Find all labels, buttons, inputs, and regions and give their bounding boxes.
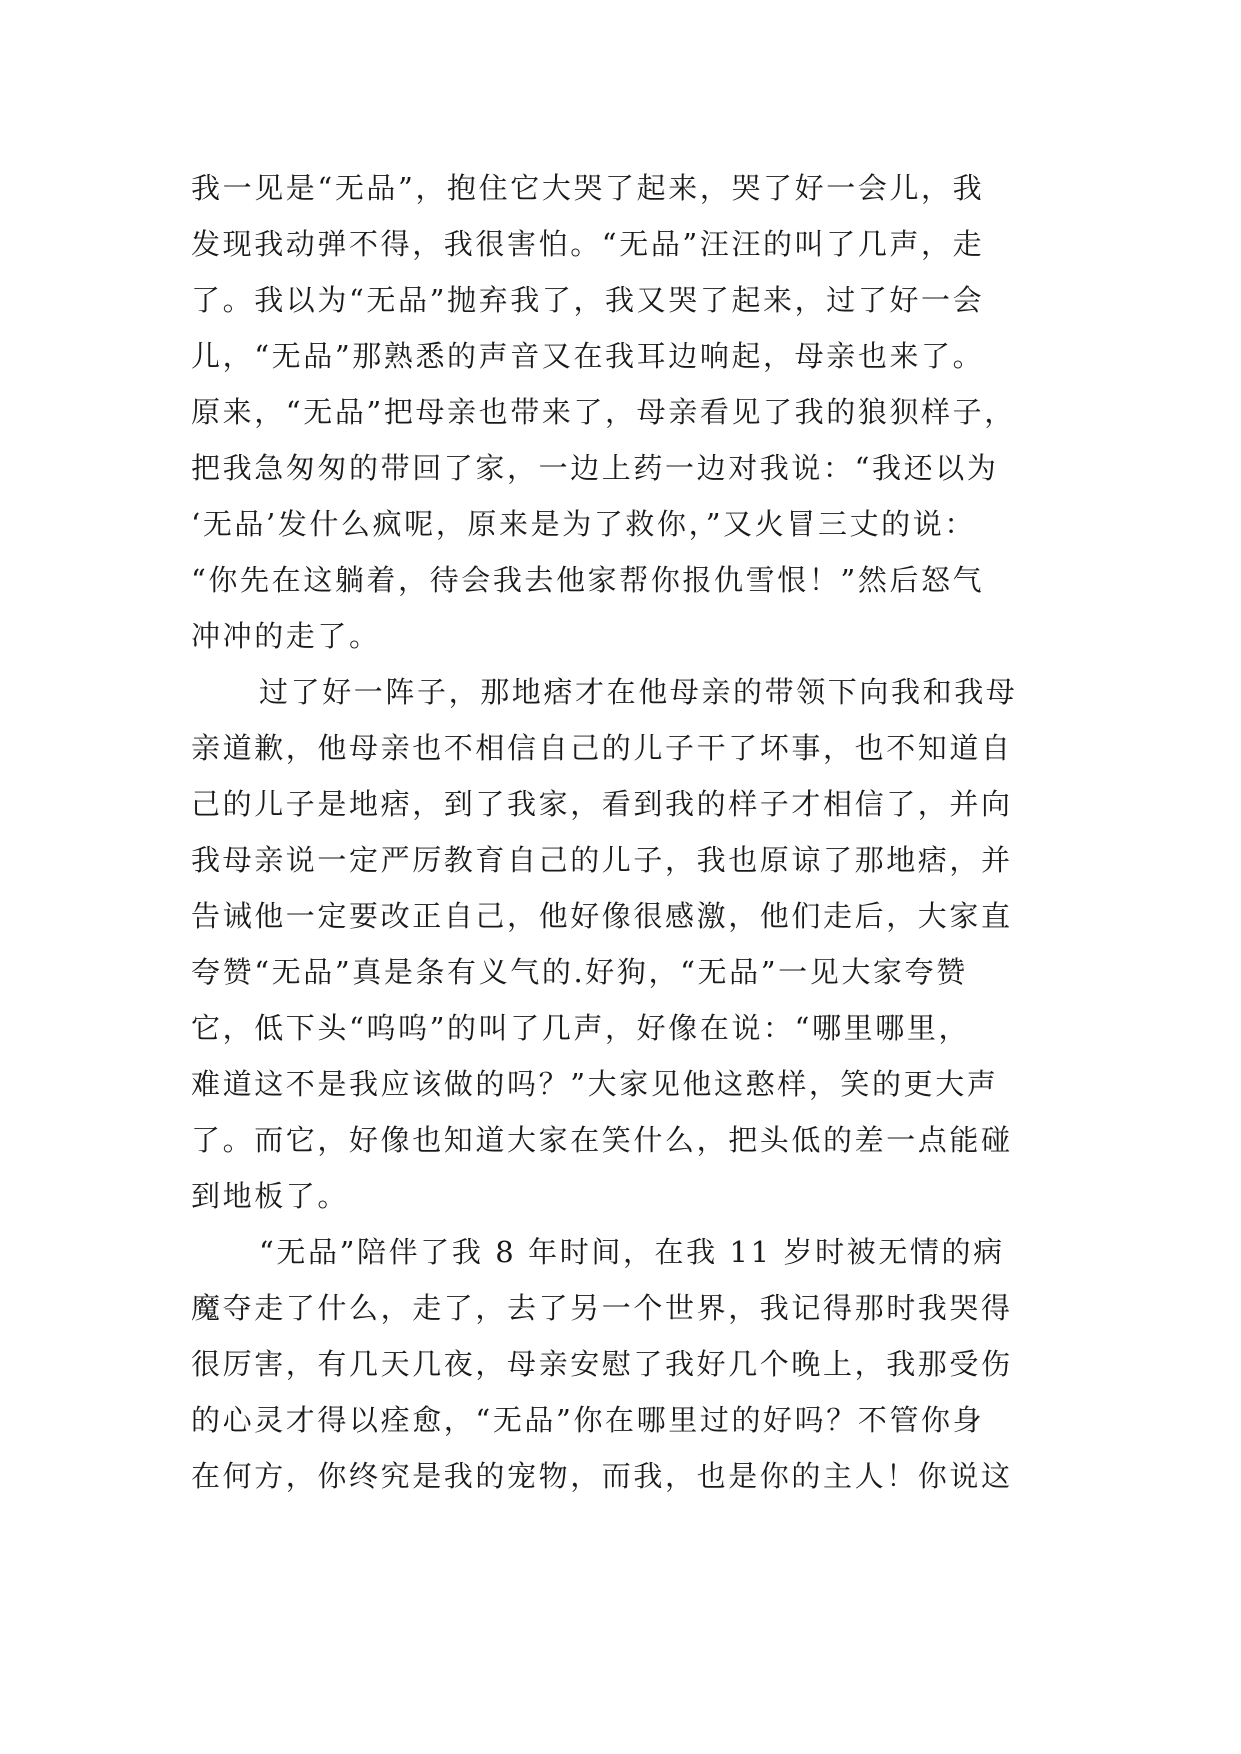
text-line: 它，低下头“呜呜”的叫了几声，好像在说：“哪里哪里， — [191, 1011, 971, 1045]
text-line: 原来，“无品”把母亲也带来了，母亲看见了我的狼狈样子， — [191, 395, 1016, 429]
text-line: 难道这不是我应该做的吗？”大家见他这憨样，笑的更大声 — [191, 1067, 999, 1101]
paragraph-first-line: “无品”陪伴了我 8 年时间，在我 11 岁时被无情的病 — [259, 1235, 1005, 1269]
text-line: 我母亲说一定严厉教育自己的儿子，我也原谅了那地痞，并 — [191, 843, 1013, 877]
paragraph-first-line: 过了好一阵子，那地痞才在他母亲的带领下向我和我母 — [259, 675, 1018, 709]
text-line: 了。我以为“无品”抛弃我了，我又哭了起来，过了好一会 — [191, 283, 985, 317]
text-line: ‘无品’发什么疯呢，原来是为了救你，”又火冒三丈的说： — [191, 507, 976, 541]
text-line: 夸赞“无品”真是条有义气的.好狗，“无品”一见大家夸赞 — [191, 955, 968, 989]
text-line: 的心灵才得以痊愈，“无品”你在哪里过的好吗？不管你身 — [191, 1403, 985, 1437]
text-line: 发现我动弹不得，我很害怕。“无品”汪汪的叫了几声，走 — [191, 227, 985, 261]
text-line: 在何方，你终究是我的宠物，而我，也是你的主人！你说这 — [191, 1459, 1013, 1493]
text-line: 到地板了。 — [191, 1179, 350, 1213]
text-line: 儿，“无品”那熟悉的声音又在我耳边响起，母亲也来了。 — [191, 339, 985, 373]
text-line: 己的儿子是地痞，到了我家，看到我的样子才相信了，并向 — [191, 787, 1013, 821]
text-line: 了。而它，好像也知道大家在笑什么，把头低的差一点能碰 — [191, 1123, 1013, 1157]
text-line: 亲道歉，他母亲也不相信自己的儿子干了坏事，也不知道自 — [191, 731, 1013, 765]
document-body — [191, 160, 1051, 1504]
text-line: 告诫他一定要改正自己，他好像很感激，他们走后，大家直 — [191, 899, 1013, 933]
text-line: “你先在这躺着，待会我去他家帮你报仇雪恨！”然后怒气 — [191, 563, 985, 597]
text-line: 魔夺走了什么，走了，去了另一个世界，我记得那时我哭得 — [191, 1291, 1013, 1325]
text-line: 冲冲的走了。 — [191, 619, 381, 653]
text-line: 我一见是“无品”，抱住它大哭了起来，哭了好一会儿，我 — [191, 171, 985, 205]
text-line: 把我急匆匆的带回了家，一边上药一边对我说：“我还以为 — [191, 451, 999, 485]
text-line: 很厉害，有几天几夜，母亲安慰了我好几个晚上，我那受伤 — [191, 1347, 1013, 1381]
